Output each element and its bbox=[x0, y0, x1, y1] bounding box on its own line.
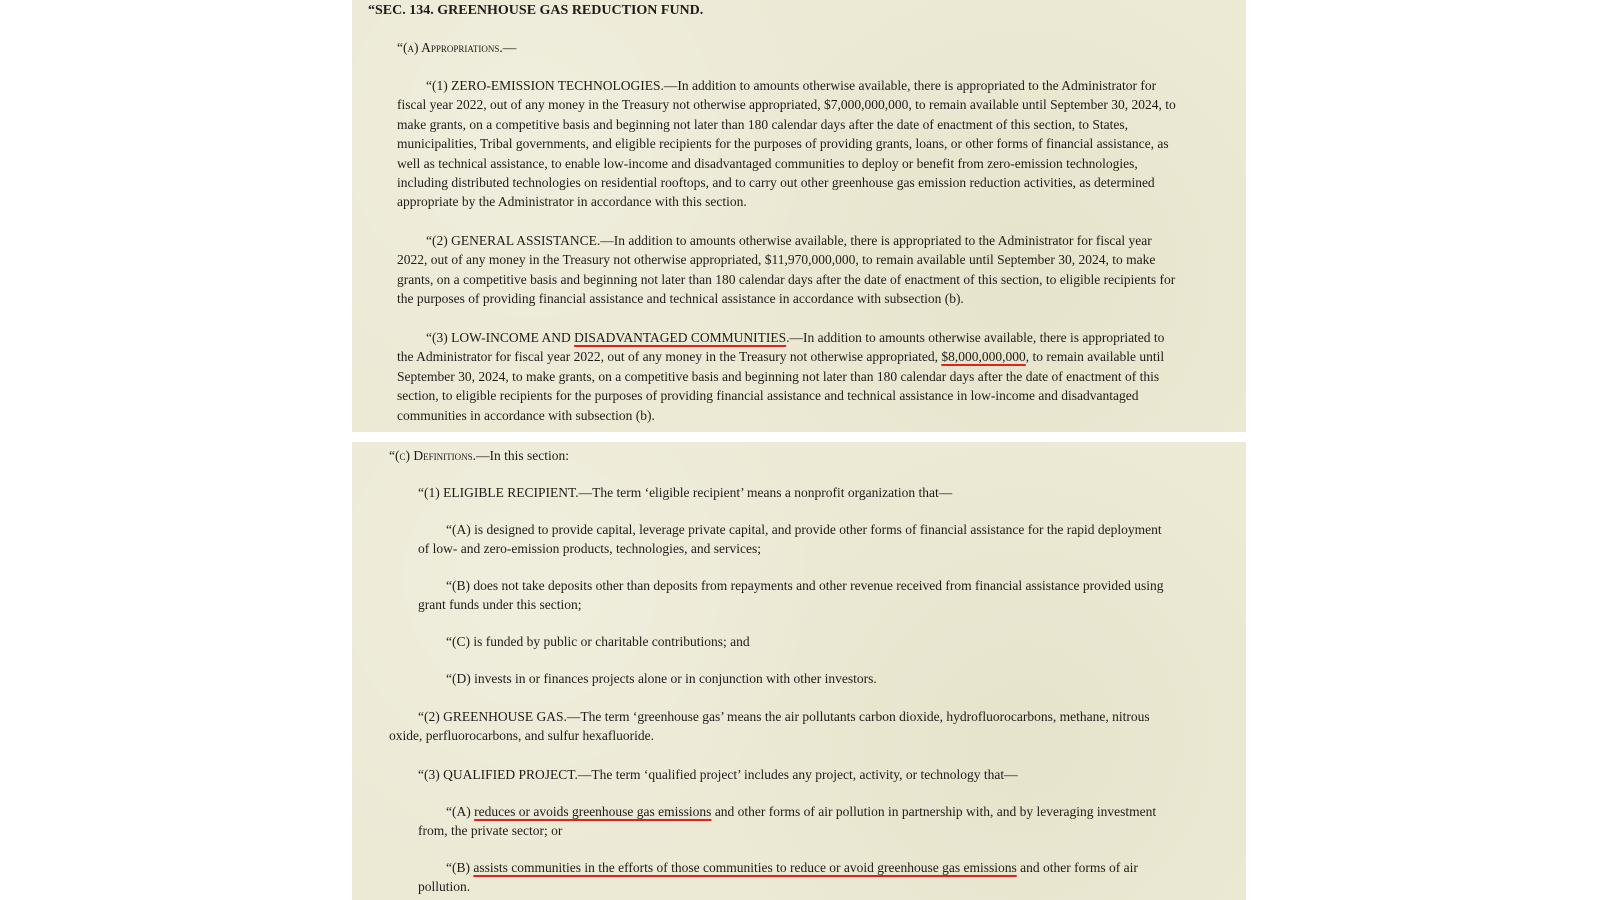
definition-1-D: “(D) invests in or finances projects alone or in conjunction with other investors. bbox=[446, 671, 877, 686]
paragraph-3-line-5: communities in accordance with subsection (b). bbox=[397, 407, 655, 423]
definition-2-label: “(2) GREENHOUSE GAS. bbox=[418, 709, 567, 724]
underlined-reduces-emissions: reduces or avoids greenhouse gas emissions bbox=[474, 804, 712, 819]
paragraph-2-line-4: the purposes of providing financial assistance and technical assistance in accordance with subsection (b). bbox=[397, 291, 964, 307]
document-panel-appropriations bbox=[352, 0, 1246, 432]
definition-3-line: “(3) QUALIFIED PROJECT.—The term ‘qualified project’ includes any project, activity, or technology that— bbox=[418, 767, 1018, 782]
definition-1-label: “(1) ELIGIBLE RECIPIENT. bbox=[418, 485, 579, 500]
definition-2-line-1: “(2) GREENHOUSE GAS.—The term ‘greenhouse gas’ means the air pollutants carbon dioxide, hydrofluorocarbons, methane, nitrous bbox=[418, 709, 1150, 724]
definition-1-B-line-1: “(B) does not take deposits other than deposits from repayments and other revenue received from financial assistance provided using bbox=[446, 578, 1164, 593]
paragraph-3-line-4: section, to eligible recipients for the purposes of providing financial assistance and technical assistance in low-income and disadvantaged bbox=[397, 388, 1139, 404]
definition-2-line-2: oxide, perfluorocarbons, and sulfur hexafluoride. bbox=[389, 728, 655, 744]
paragraph-1-line-6: including distributed technologies on residential rooftops, and to carry out other greenhouse gas emission reduction activities, as determined bbox=[397, 175, 1155, 190]
underlined-amount: $8,000,000,000 bbox=[941, 349, 1026, 365]
paragraph-3-line-2: the Administrator for fiscal year 2022, out of any money in the Treasury not otherwise appropriated, $8,000,000,000, to remain available until bbox=[397, 349, 1165, 365]
definition-3-A-line-2: from, the private sector; or bbox=[418, 823, 563, 839]
paragraph-1-label: “(1) ZERO-EMISSION TECHNOLOGIES. bbox=[426, 78, 664, 93]
section-title: “SEC. 134. GREENHOUSE GAS REDUCTION FUND. bbox=[368, 3, 704, 18]
paragraph-1-line-3: make grants, on a competitive basis and beginning not later than 180 calendar days after the date of enactment of this section, to States, bbox=[397, 116, 1129, 132]
paragraph-1-line-4: municipalities, Tribal governments, and eligible recipients for the purposes of providing grants, loans, or other forms of financial assistance, as bbox=[397, 136, 1169, 152]
paragraph-3-label: “(3) LOW-INCOME AND bbox=[426, 330, 575, 345]
paragraph-2-line-3: grants, on a competitive basis and beginning not later than 180 calendar days after the date of enactment of this section, to eligible recipients for bbox=[397, 271, 1176, 287]
definition-3-label: “(3) QUALIFIED PROJECT. bbox=[418, 767, 578, 782]
paragraph-2-label: “(2) GENERAL ASSISTANCE. bbox=[426, 233, 601, 248]
paragraph-1-line-5: well as technical assistance, to enable low-income and disadvantaged communities to deploy or benefit from zero-emission technologies, bbox=[397, 155, 1138, 171]
definitions-heading: “(c) Definitions.—In this section: bbox=[389, 448, 569, 463]
definition-3-A-line-1: “(A) reduces or avoids greenhouse gas emissions and other forms of air pollution in partnership with, and by leveraging investment bbox=[446, 804, 1157, 819]
paragraph-3-line-1: “(3) LOW-INCOME AND DISADVANTAGED COMMUNITIES.—In addition to amounts otherwise available, there is appropriated to bbox=[426, 330, 1165, 345]
paragraph-1-line-7: appropriate by the Administrator in accordance with this section. bbox=[397, 194, 747, 210]
definition-1-B-line-2: grant funds under this section; bbox=[418, 597, 582, 613]
definition-1-A-line-2: of low- and zero-emission products, technologies, and services; bbox=[418, 541, 762, 557]
paragraph-1-line-1: “(1) ZERO-EMISSION TECHNOLOGIES.—In addition to amounts otherwise available, there is appropriated to the Administrator for bbox=[426, 78, 1157, 93]
definition-1-A-line-1: “(A) is designed to provide capital, leverage private capital, and provide other forms of financial assistance for the rapid deployment bbox=[446, 522, 1162, 537]
appropriations-heading: “(a) Appropriations.— bbox=[397, 40, 517, 55]
definition-1-C: “(C) is funded by public or charitable contributions; and bbox=[446, 634, 750, 649]
paragraph-2-line-1: “(2) GENERAL ASSISTANCE.—In addition to amounts otherwise available, there is appropriated to the Administrator for fiscal year bbox=[426, 233, 1152, 248]
paragraph-3-line-3: September 30, 2024, to make grants, on a competitive basis and beginning not later than 180 calendar days after the date of enactment of this bbox=[397, 368, 1160, 384]
definition-3-B-line-1: “(B) assists communities in the efforts of those communities to reduce or avoid greenhouse gas emissions and other forms of air bbox=[446, 860, 1138, 875]
underlined-assists-communities: assists communities in the efforts of those communities to reduce or avoid greenhouse gas emissions bbox=[473, 860, 1017, 875]
underlined-disadvantaged-communities: DISADVANTAGED COMMUNITIES bbox=[574, 330, 787, 345]
paragraph-1-line-2: fiscal year 2022, out of any money in the Treasury not otherwise appropriated, $7,000,000,000, to remain available until September 30, 2024, to bbox=[397, 97, 1176, 113]
definition-1-line: “(1) ELIGIBLE RECIPIENT.—The term ‘eligible recipient’ means a nonprofit organization that— bbox=[418, 485, 953, 500]
definition-3-B-line-2: pollution. bbox=[418, 879, 471, 895]
paragraph-2-line-2: 2022, out of any money in the Treasury not otherwise appropriated, $11,970,000,000, to remain available until September 30, 2024, to make bbox=[397, 252, 1156, 268]
document-panel-definitions bbox=[352, 442, 1246, 900]
